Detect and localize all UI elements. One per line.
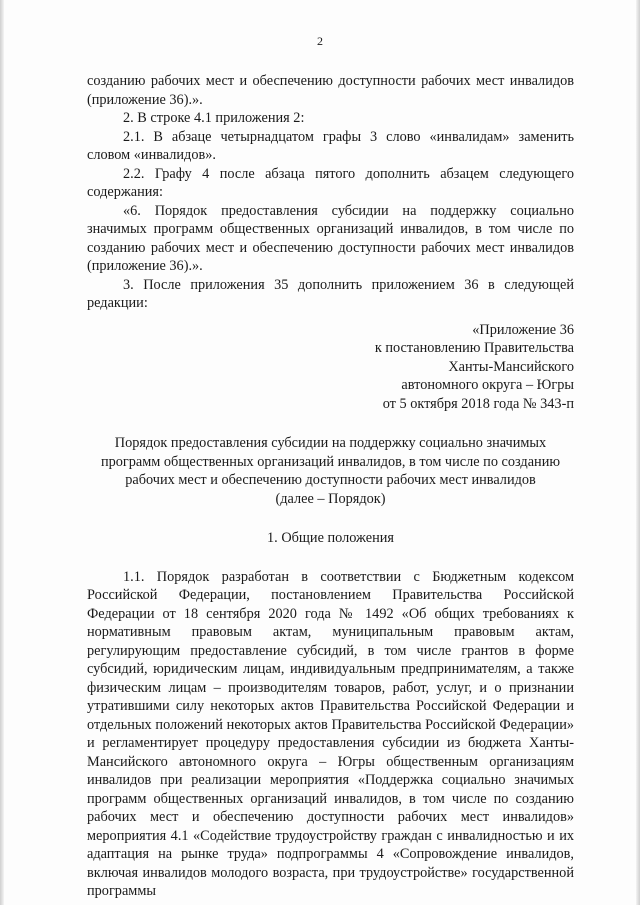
title-line: программ общественных организаций инвалидов, в том числе по созданию [100,453,561,470]
approval-block [87,321,574,414]
title-line: Порядок предоставления субсидии на поддержку социально значимых [114,435,547,451]
paragraph-item-3: 3. После приложения 35 дополнить приложением 36 в следующей редакции: [87,276,574,311]
title-line: (далее – Порядок) [275,490,386,507]
approval-line: «Приложение 36 [472,321,574,338]
paragraph-item-2-1: 2.1. В абзаце четырнадцатом графы 3 слово «инвалидам» заменить словом «инвалидов». [87,128,574,163]
scan-edge-right [636,0,640,905]
scan-edge-left [0,0,4,905]
paragraph-1-1: 1.1. Порядок разработан в соответствии с Бюджетным кодексом Российской Федерации, постановлением Правительства Российской Федерации от 18 сентября 2020 года № 1492 «Об общих требованиях к нормативным правовым актам, муниципальным правовым актам, регулирующим предоставление субсидий, в том числе грантов в форме субсидий, юридическим лицам, индивидуальным предпринимателям, а также физическим лицам – производителям товаров, работ, услуг, и о признании утратившими силу некоторых актов Правительства Российской Федерации и отдельных положений некоторых актов Правительства Российской Федерации» и регламентирует процедуру предоставления субсидии из бюджета Ханты-Мансийского автономного округа – Югры общественным организациям инвалидов при реализации мероприятия «Поддержка социально значимых программ общественных организаций инвалидов, в том числе по созданию рабочих мест и обеспечению доступности рабочих мест инвалидов» мероприятия 4.1 «Содействие трудоустройству граждан с инвалидностью и их адаптация на рынке труда» подпрограммы 4 «Сопровождение инвалидов, включая инвалидов молодого возраста, при трудоустройстве» государственной программы [87,568,574,899]
approval-line: автономного округа – Югры [401,377,574,393]
approval-line: от 5 октября 2018 года № 343-п [382,395,574,412]
title-line: рабочих мест и обеспечению доступности рабочих мест инвалидов [125,472,536,488]
approval-line: Ханты-Мансийского [448,358,574,375]
paragraph-quoted-item-6: «6. Порядок предоставления субсидии на поддержку социально значимых программ общественных организаций инвалидов, в том числе по созданию рабочих мест и обеспечению доступности рабочих мест инвалидов (приложение 36).». [87,202,574,274]
document-body [87,72,574,901]
document-title [87,434,574,508]
approval-line: к постановлению Правительства [374,340,574,356]
paragraph-continuation: созданию рабочих мест и обеспечению доступности рабочих мест инвалидов (приложение 36).». [87,73,574,108]
page-number: 2 [317,34,323,48]
paragraph-item-2-2: 2.2. Графу 4 после абзаца пятого дополнить абзацем следующего содержания: [87,165,574,200]
paragraph-item-2: 2. В строке 4.1 приложения 2: [123,110,305,126]
section-heading: 1. Общие положения [267,530,394,546]
